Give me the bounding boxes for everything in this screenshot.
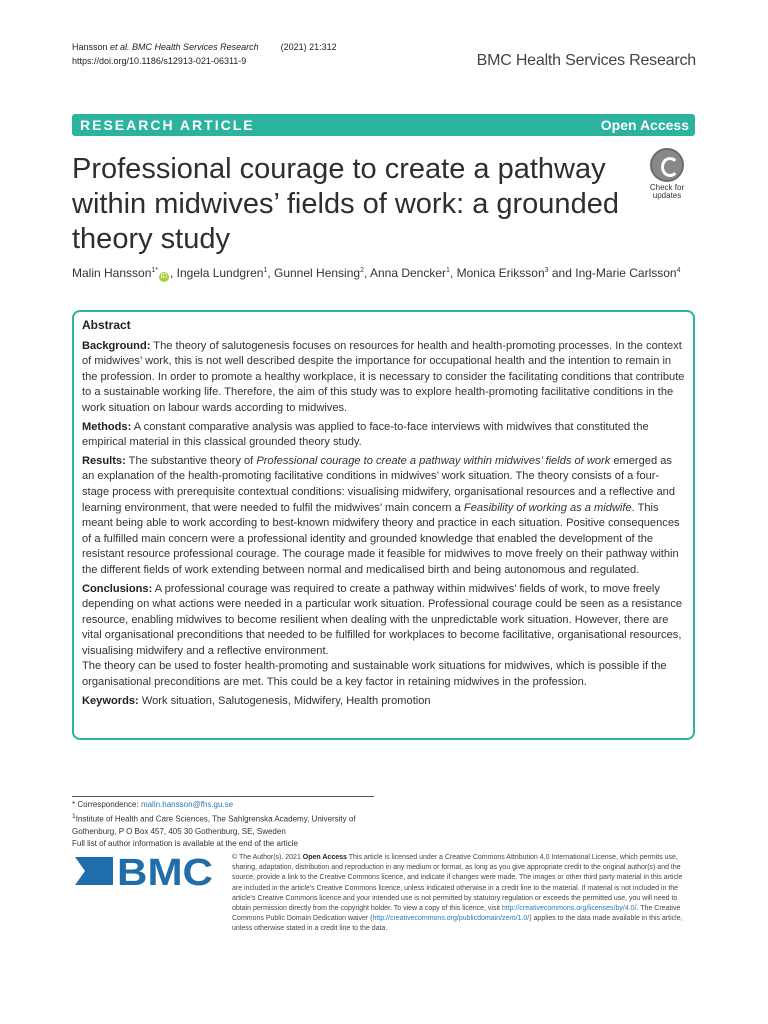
affiliation-sup: 1 [72, 813, 76, 820]
conclusions-text: A professional courage was required to create a pathway within midwives’ fields of work, to move freely depending on what actions were needed in a particular work situation. Professional courage could be seen as a resistance resource, enabling midwives to become resilient when dealing with the unpredictable work situation. However, there are vital organisational preconditions that needed to be fulfilled for workplaces to become facilitative, organisational resources, visualising midwifery and a reflective environment. [82, 582, 683, 657]
correspondence-label: * Correspondence: [72, 800, 141, 809]
abstract-results [82, 454, 685, 579]
citation-line [72, 40, 337, 54]
citation-journal: et al. BMC Health Services Research [110, 42, 259, 52]
badge-line-1: Check for [649, 183, 685, 192]
author-name[interactable]: Malin Hansson [72, 266, 152, 280]
methods-label: Methods: [82, 420, 132, 433]
conclusions-label: Conclusions: [82, 582, 153, 595]
affiliation-text: Institute of Health and Care Sciences, The Sahlgrenska Academy, University of Gothenburg, P O Box 457, 405 30 Gothenburg, SE, Sweden [72, 814, 356, 836]
citation-year: (2021) 21:312 [280, 42, 337, 52]
author-affiliation-sup: 1 [263, 267, 268, 274]
affiliation [72, 811, 392, 838]
abstract-box [72, 310, 695, 740]
author-info-note: Full list of author information is available at the end of the article [72, 838, 298, 848]
methods-text: A constant comparative analysis was applied to face-to-face interviews with midwives that constituted the empirical material in this classical grounded theory study. [82, 420, 649, 449]
license-open-access: Open Access [302, 854, 347, 861]
article-type: RESEARCH ARTICLE [80, 117, 255, 133]
author-affiliation-sup: 4 [676, 267, 681, 274]
author-name[interactable]: and Ing-Marie Carlsson [548, 266, 677, 280]
article-title: Professional courage to create a pathway within midwives’ fields of work: a grounded theory study [72, 153, 619, 255]
results-text: emerged as an explanation of the health-promoting facilitative conditions in midwives’ work situation. The theory consists of a four-stage process with prerequisite contextual conditions: visualising midwifery, organisational resources and a reflective and learning environment, that were needed to fulfil the midwives’ main concern a [82, 454, 676, 514]
check-for-updates-icon [650, 148, 684, 182]
footnote [72, 799, 392, 850]
background-label: Background: [82, 339, 151, 352]
check-for-updates-label [644, 184, 690, 200]
badge-line-2: updates [652, 191, 682, 200]
results-main-concern: Feasibility of working as a midwife [463, 501, 632, 514]
bmc-logo [75, 851, 215, 891]
abstract-methods [82, 420, 685, 451]
correspondence-email-link[interactable]: malin.hansson@fhs.gu.se [140, 800, 234, 809]
abstract-background [82, 339, 685, 417]
background-text: The theory of salutogenesis focuses on resources for health and health-promoting processes. In the context of midwives’ work, this is not well described despite the importance for occupational health and the intention to remain in the profession. In order to promote a healthy workplace, it is necessary to consider the facilitating conditions that contribute to a sustainable working life. Therefore, the aim of this study was to explore health-promoting facilitative conditions in the work situation on labour wards according to midwives. [82, 339, 685, 414]
copyright: © The Author(s). 2021 [232, 854, 303, 861]
bmc-logo-text: BMC [117, 852, 213, 891]
journal-name: BMC Health Services Research [476, 52, 696, 69]
results-text: . This meant being able to work according to best-known midwifery theory and practice in each situation. Positive consequences of a fulfilled main concern were a professional identity and grounded knowledge that enabled the development of the resistant resource professional courage. The courage made it feasible for midwives to move freely on their pathway within the different fields of work extending between normal and medicalised birth and being autonomous and regulated. [82, 501, 680, 576]
abstract-conclusions [82, 582, 685, 660]
article-type-banner [72, 114, 695, 136]
check-for-updates-badge[interactable] [644, 148, 690, 202]
author-affiliation-sup: 1 [446, 267, 450, 274]
results-label: Results: [82, 454, 126, 467]
cc-zero-waiver-link[interactable]: http://creativecommons.org/publicdomain/zero/1.0/ [372, 915, 530, 923]
author-name[interactable]: , Anna Dencker [363, 266, 447, 280]
abstract-keywords [82, 694, 685, 710]
license-body: . The Creative Commons Public Domain Dedication waiver ( [232, 905, 681, 923]
author-list [72, 266, 681, 282]
footnote-divider [72, 796, 374, 797]
citation-authors: Hansson [72, 42, 111, 52]
abstract-conclusions-2: The theory can be used to foster health-promoting and sustainable work situations for midwives, which is possible if the organisational preconditions are met. This could be a key factor in retaining midwives in the profession. [82, 660, 667, 689]
license-body: This article is licensed under a Creative Commons Attribution 4.0 International License, which permits use, sharing, adaptation, distribution and reproduction in any medium or format, as long as you give appropriate credit to the original author(s) and the source, provide a link to the Creative Commons licence, and indicate if changes were made. The images or other third party material in this article are included in the article's Creative Commons licence, unless indicated otherwise in a credit line to the material. If material is not included in the article's Creative Commons licence and your intended use is not permitted by statutory regulation or exceeds the permitted use, you will need to obtain permission directly from the copyright holder. To view a copy of this licence, visit [232, 854, 683, 913]
author-affiliation-sup: 1* [151, 267, 158, 274]
license-text [232, 853, 692, 935]
correspondence [72, 799, 392, 811]
keywords-text: Work situation, Salutogenesis, Midwifery, Health promotion [141, 694, 431, 707]
results-theory-name: Professional courage to create a pathway within midwives’ fields of work [256, 454, 611, 467]
cc-by-license-link[interactable]: http://creativecommons.org/licenses/by/4.0/ [501, 905, 637, 913]
author-name[interactable]: , Monica Eriksson [449, 266, 545, 280]
orcid-icon[interactable]: iD [160, 273, 168, 280]
open-access-label: Open Access [600, 117, 689, 133]
author-affiliation-sup: 2 [360, 267, 364, 274]
author-name[interactable]: , Ingela Lundgren [170, 266, 264, 280]
author-name[interactable]: , Gunnel Hensing [267, 266, 361, 280]
author-affiliation-sup: 3 [544, 267, 549, 274]
results-text: The substantive theory of [125, 454, 257, 467]
running-header [72, 40, 337, 68]
license-body: ) applies to the data made available in this article, unless otherwise stated in a credit line to the data. [232, 915, 683, 933]
abstract-heading: Abstract [82, 318, 131, 332]
doi-link[interactable]: https://doi.org/10.1186/s12913-021-06311-9 [72, 56, 247, 66]
bmc-logo-mark [75, 857, 113, 885]
keywords-label: Keywords: [82, 694, 139, 707]
